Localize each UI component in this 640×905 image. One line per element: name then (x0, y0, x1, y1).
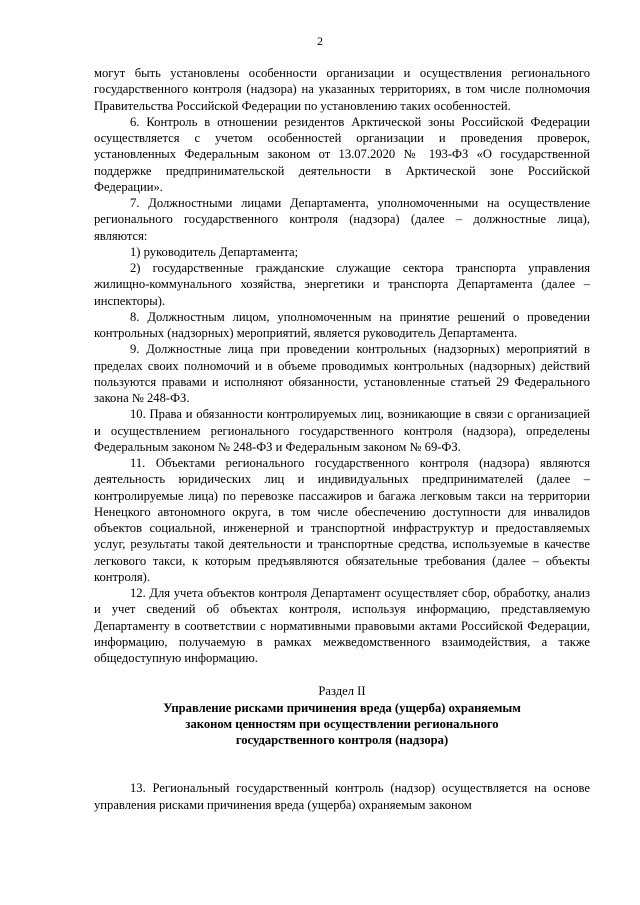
paragraph-7-item-2: 2) государственные гражданские служащие сектора транспорта управления жилищно-коммунального хозяйства, энергетики и транспорта Департамента (далее – инспекторы). (94, 261, 590, 308)
paragraph-8: 8. Должностным лицом, уполномоченным на принятие решений о проведении контрольных (надзорных) мероприятий, является руководитель Департамента. (94, 309, 590, 340)
paragraph-continuation: могут быть установлены особенности организации и осуществления регионального государственного контроля (надзора) на указанных территориях, в том числе полномочия Правительства Российской Федерации по установлению таких особенностей. (94, 66, 590, 113)
paragraph-10: 10. Права и обязанности контролируемых лиц, возникающие в связи с организацией и осуществлением регионального государственного контроля (надзора), определены Федеральным законом № 248-ФЗ и Федеральным законом № 69-ФЗ. (94, 407, 590, 454)
section-title: Управление рисками причинения вреда (ущерба) охраняемым законом ценностям при осуществлении регионального государственного контроля (надзора) (163, 700, 521, 747)
paragraph-7: 7. Должностными лицами Департамента, уполномоченными на осуществление регионального государственного контроля (надзора) (далее – должностные лица), являются: (94, 196, 590, 243)
paragraph-9: 9. Должностные лица при проведении контрольных (надзорных) мероприятий в пределах своих полномочий и в объеме проводимых контрольных (надзорных) действий пользуются правами и исполняют обязанности, установленные статьей 29 Федерального закона № 248-ФЗ. (94, 342, 590, 405)
paragraph-13: 13. Региональный государственный контроль (надзор) осуществляется на основе управления рисками причинения вреда (ущерба) охраняемым законом (94, 781, 590, 812)
section-heading (94, 683, 590, 748)
section-label: Раздел II (318, 684, 366, 699)
paragraph-12: 12. Для учета объектов контроля Департамент осуществляет сбор, обработку, анализ и учет сведений об объектах контроля, используя информацию, представляемую Департаменту в соответствии с нормативными правовыми актами Российской Федерации, информацию, получаемую в рамках межведомственного взаимодействия, а также общедоступную информацию. (94, 586, 590, 665)
paragraph-11: 11. Объектами регионального государственного контроля (надзора) являются деятельность юридических лиц и индивидуальных предпринимателей (далее – контролируемые лица) по перевозке пассажиров и багажа легковым такси на территории Ненецкого автономного округа, в том числе обеспечению доступности для инвалидов объектов социальной, инженерной и транспортной инфраструктур и предоставляемых услуг, результаты такой деятельности и транспортные средства, используемые в качестве легкового такси, к которым предъявляются обязательные требования (далее – объекты контроля). (94, 456, 590, 584)
paragraph-7-item-1: 1) руководитель Департамента; (130, 244, 299, 259)
paragraph-6: 6. Контроль в отношении резидентов Арктической зоны Российской Федерации осуществляется с учетом особенностей организации и проведения проверок, установленных Федеральным законом от 13.07.2020 № 193-ФЗ «О государственной поддержке предпринимательской деятельности в Арктической зоне Российской Федерации». (94, 114, 590, 194)
document-body (94, 65, 590, 813)
page-number: 2 (317, 34, 323, 48)
